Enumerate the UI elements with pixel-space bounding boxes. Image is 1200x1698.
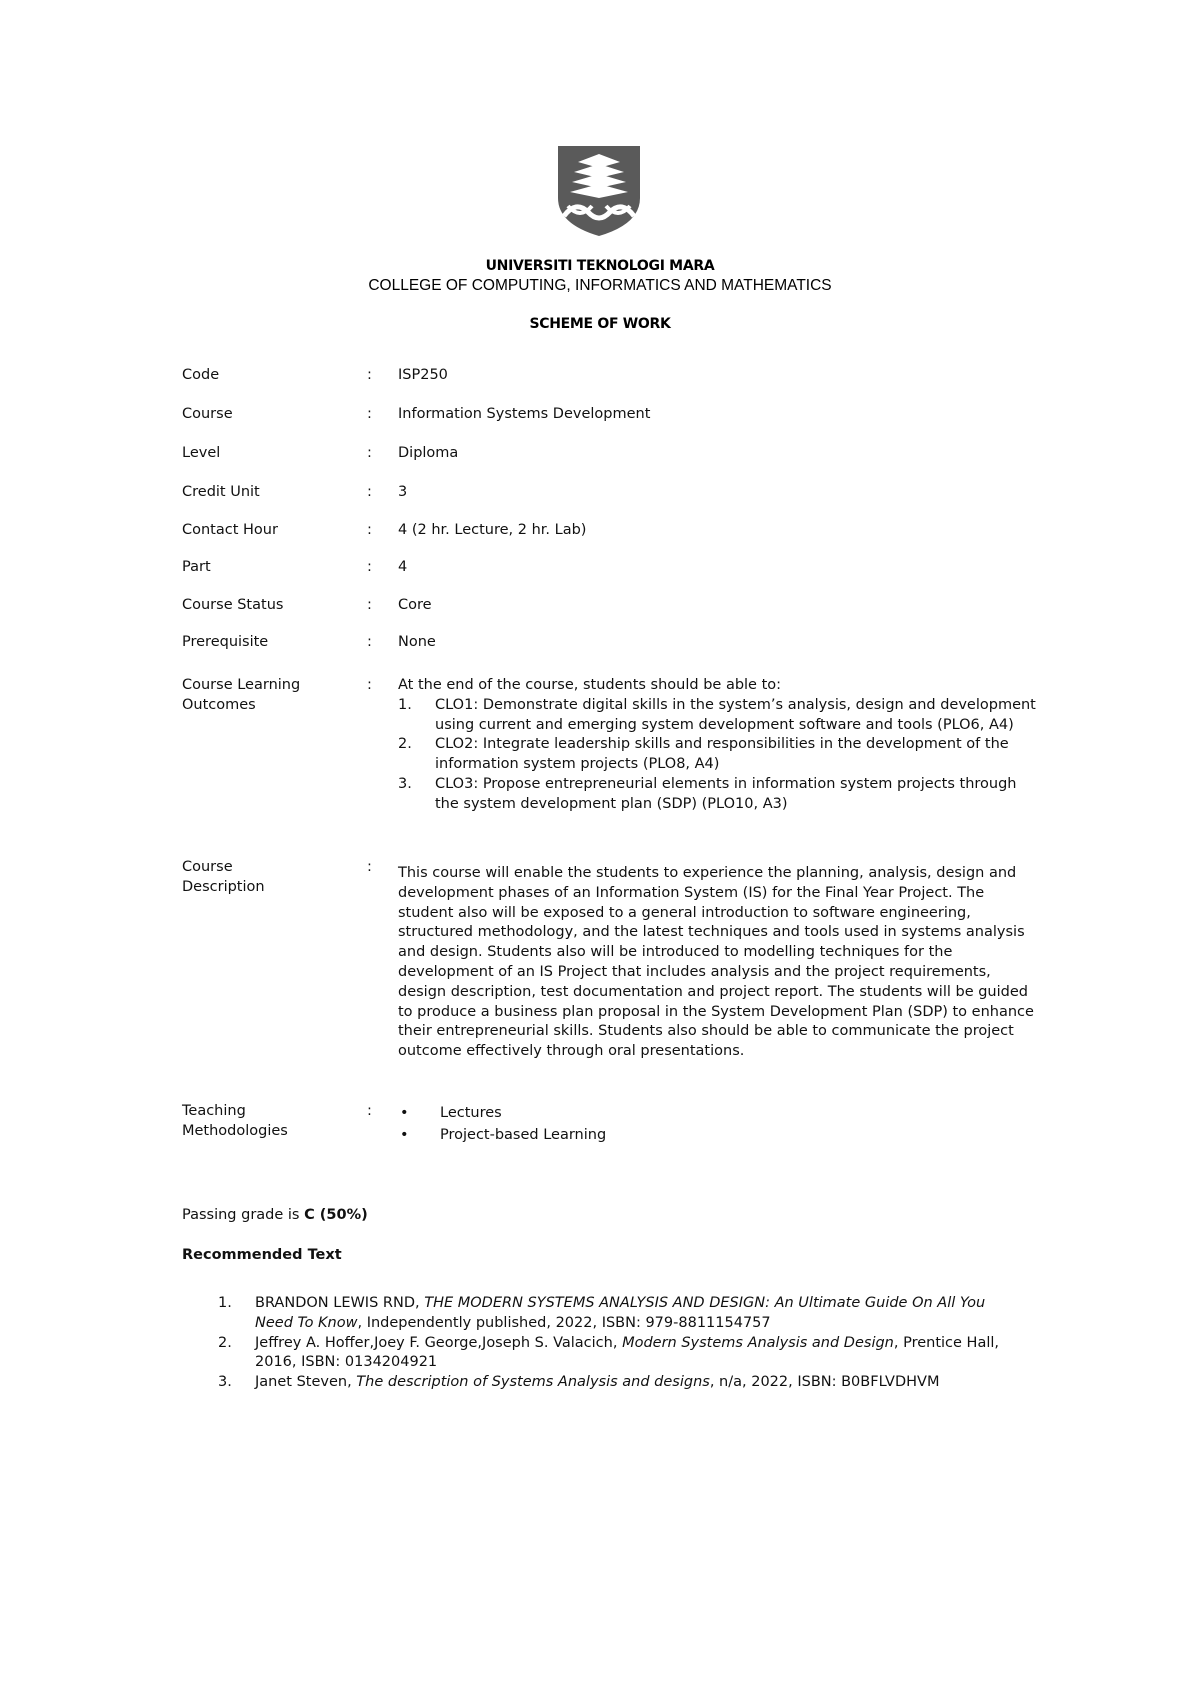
methodology-list xyxy=(398,1104,1038,1148)
list-number: 2. xyxy=(398,736,412,753)
field-separator: : xyxy=(367,677,372,693)
bullet-icon: • xyxy=(400,1127,409,1143)
field-label: Course Learning Outcomes xyxy=(182,677,301,713)
reference-author: Jeffrey A. Hoffer,Joey F. George,Joseph S. Valacich, xyxy=(255,1334,623,1351)
list-number: 1. xyxy=(398,696,412,713)
field-label: Course Description xyxy=(182,859,265,895)
document-title: SCHEME OF WORK xyxy=(529,316,671,332)
field-label: Credit Unit xyxy=(182,484,260,500)
list-item xyxy=(398,696,1038,736)
reference-title: Modern Systems Analysis and Design xyxy=(622,1334,894,1351)
reference-details: , Prentice Hall, 2016, ISBN: 0134204921 xyxy=(255,1334,1000,1371)
description-text: This course will enable the students to experience the planning, analysis, design and development phases of an Information System (IS) for the Final Year Project. The student also will be exposed to a general introduction to software engineering, structured methodology, and the latest techniques and tools used in systems analysis and design. Students also will be introduced to modelling techniques for the development of an IS Project that includes analysis and the project requirements, design description, test documentation and project report. The students will be guided to produce a business plan proposal in the System Development Plan (SDP) to enhance their entrepreneurial skills. Students also should be able to communicate the project outcome effectively through oral presentations. xyxy=(398,865,1034,1060)
field-value xyxy=(398,676,1038,815)
reference-details: , Independently published, 2022, ISBN: 979-8811154757 xyxy=(357,1314,771,1331)
field-label: Prerequisite xyxy=(182,634,269,650)
list-item xyxy=(398,1126,1038,1148)
outcome-text: CLO1: Demonstrate digital skills in the system’s analysis, design and development using current and emerging system development software and tools (PLO6, A4) xyxy=(435,696,1036,733)
field-separator: : xyxy=(367,634,372,650)
field-value: None xyxy=(398,634,436,650)
bullet-icon: • xyxy=(400,1105,409,1121)
field-value: 4 xyxy=(398,559,408,575)
list-item xyxy=(398,775,1038,815)
reference-list xyxy=(218,1294,1018,1393)
list-item xyxy=(218,1334,1018,1374)
field-value: Core xyxy=(398,597,432,613)
reference-author: BRANDON LEWIS RND, xyxy=(255,1295,425,1311)
field-label: Level xyxy=(182,445,221,461)
field-label: Teaching Methodologies xyxy=(182,1103,288,1139)
field-value: Information Systems Development xyxy=(398,406,651,422)
outcome-text: CLO3: Propose entrepreneurial elements in information system projects through the system development plan (SDP) (PLO10, A3) xyxy=(435,775,1017,812)
field-label: Course Status xyxy=(182,597,284,613)
field-value: ISP250 xyxy=(398,367,448,383)
list-item xyxy=(398,735,1038,775)
field-value: 3 xyxy=(398,484,408,500)
methodology-text: Lectures xyxy=(440,1105,502,1121)
field-separator: : xyxy=(367,406,372,422)
outcomes-intro: At the end of the course, students should be able to: xyxy=(398,677,782,693)
reference-title: The description of Systems Analysis and designs xyxy=(356,1374,710,1391)
field-label: Part xyxy=(182,559,211,575)
list-number: 3. xyxy=(398,775,412,792)
field-separator: : xyxy=(367,445,372,461)
list-item xyxy=(398,1104,1038,1126)
outcome-text: CLO2: Integrate leadership skills and responsibilities in the development of the information system projects (PLO8, A4) xyxy=(435,736,1009,773)
field-separator: : xyxy=(367,559,372,575)
field-label: Course xyxy=(182,406,233,422)
reference-author: Janet Steven, xyxy=(255,1374,357,1391)
university-crest-icon xyxy=(558,146,640,236)
college-name: COLLEGE OF COMPUTING, INFORMATICS AND MATHEMATICS xyxy=(368,277,832,294)
field-separator: : xyxy=(367,484,372,500)
field-label: Code xyxy=(182,367,220,383)
list-number: 3. xyxy=(218,1374,232,1391)
list-item xyxy=(218,1294,1018,1334)
field-separator: : xyxy=(367,1103,372,1119)
passing-grade-value: C (50%) xyxy=(304,1207,368,1223)
methodology-text: Project-based Learning xyxy=(440,1127,607,1143)
field-value: Diploma xyxy=(398,445,459,461)
university-name: UNIVERSITI TEKNOLOGI MARA xyxy=(485,258,715,274)
list-number: 2. xyxy=(218,1334,232,1351)
passing-grade-prefix: Passing grade is xyxy=(182,1207,305,1223)
reference-title: THE MODERN SYSTEMS ANALYSIS AND DESIGN: An Ultimate Guide On All You Need To Know xyxy=(255,1295,986,1331)
field-value: 4 (2 hr. Lecture, 2 hr. Lab) xyxy=(398,522,587,538)
field-separator: : xyxy=(367,859,372,875)
field-label: Contact Hour xyxy=(182,522,278,538)
list-item xyxy=(218,1373,1018,1393)
outcomes-list xyxy=(398,696,1038,815)
field-separator: : xyxy=(367,367,372,383)
list-number: 1. xyxy=(218,1295,232,1311)
recommended-text-heading: Recommended Text xyxy=(182,1247,342,1263)
reference-details: , n/a, 2022, ISBN: B0BFLVDHVM xyxy=(709,1374,940,1391)
passing-grade xyxy=(182,1207,368,1223)
field-separator: : xyxy=(367,597,372,613)
field-separator: : xyxy=(367,522,372,538)
